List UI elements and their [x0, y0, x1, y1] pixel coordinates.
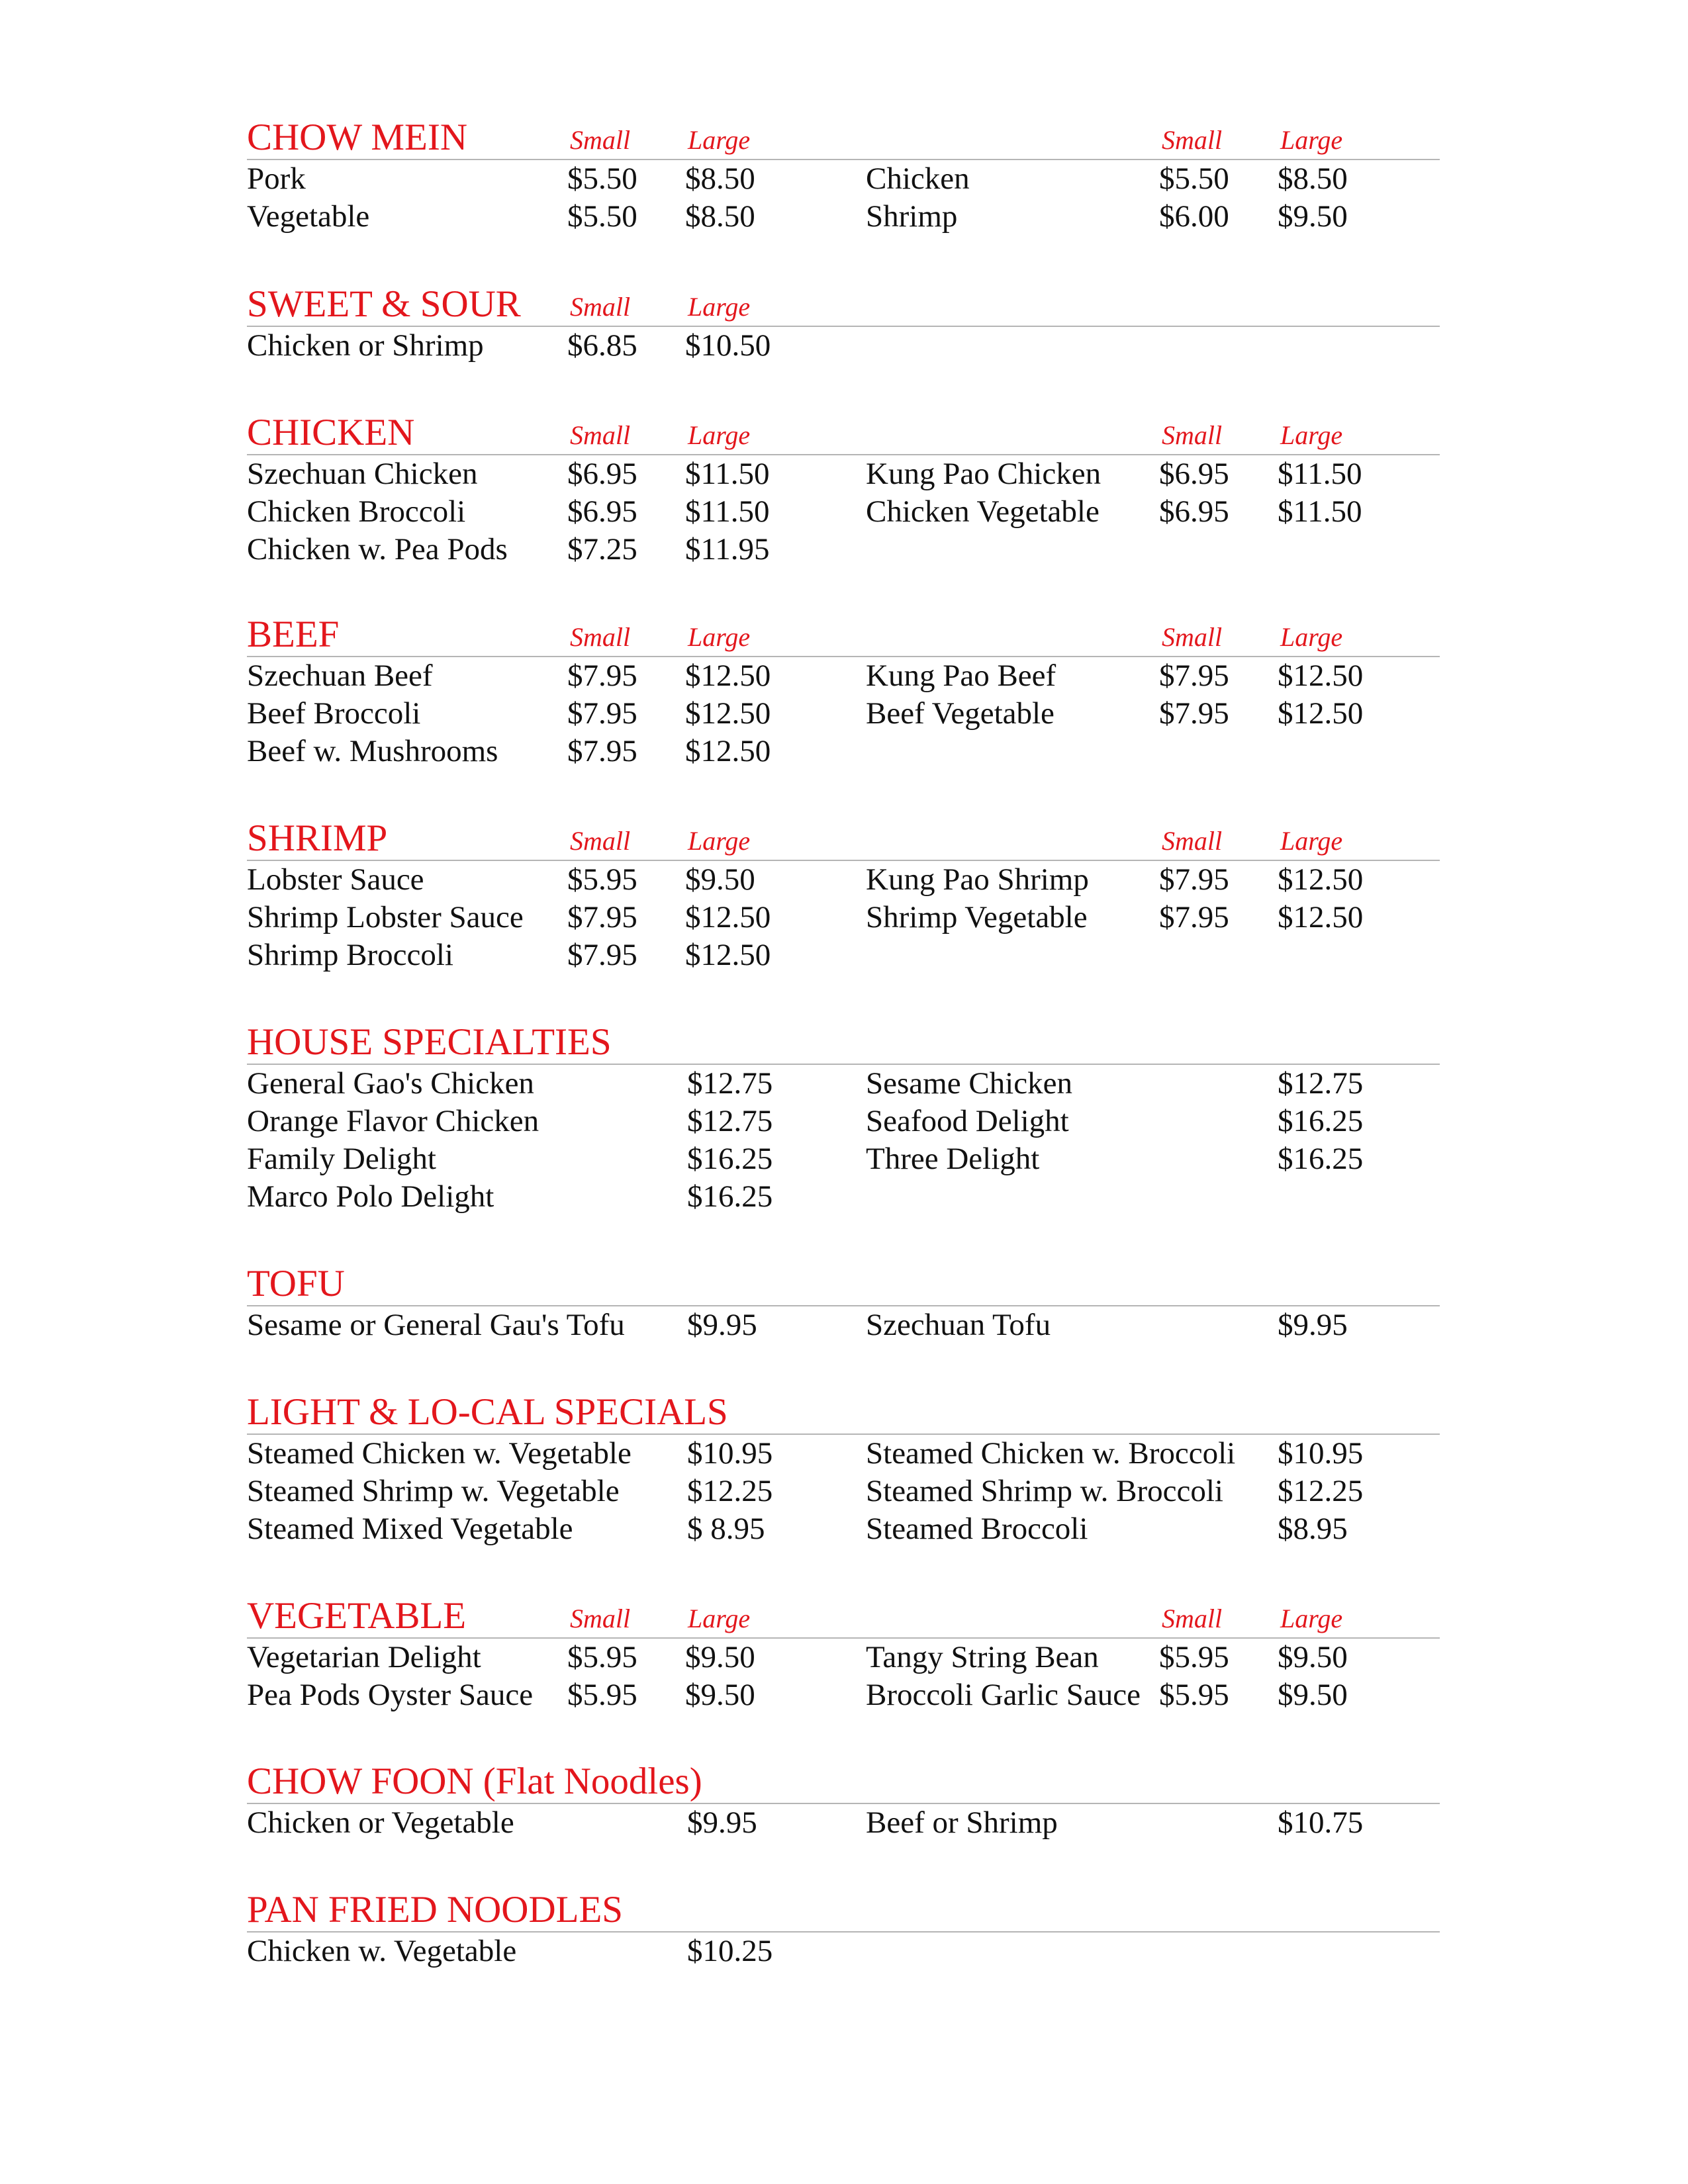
- large-size-label: Large: [1280, 125, 1343, 155]
- large-price: $12.50: [1278, 696, 1364, 731]
- item-rows: [247, 455, 1440, 569]
- section-chicken: [247, 406, 1440, 569]
- small-price: $7.95: [567, 938, 637, 972]
- small-size-label: Small: [570, 292, 631, 322]
- item-rows: [247, 1065, 1440, 1216]
- section-chow-foon-flat-noodles: [247, 1755, 1440, 1842]
- large-size-label: Large: [1280, 420, 1343, 450]
- item-name: Chicken or Shrimp: [247, 328, 484, 363]
- small-price: $6.95: [567, 457, 637, 491]
- large-size-label: Large: [688, 826, 751, 856]
- section-header: [247, 406, 1440, 455]
- item-price: $8.95: [1278, 1512, 1348, 1546]
- menu-row: [247, 1140, 1440, 1178]
- large-price: $12.50: [685, 696, 771, 731]
- small-price: $6.00: [1159, 199, 1229, 234]
- menu-row: [247, 1933, 1440, 1970]
- large-size-label: Large: [688, 1604, 751, 1633]
- small-size-label: Small: [570, 125, 631, 155]
- item-name: Orange Flavor Chicken: [247, 1104, 539, 1138]
- large-price: $12.50: [685, 938, 771, 972]
- item-name: Pea Pods Oyster Sauce: [247, 1678, 534, 1712]
- item-name: Lobster Sauce: [247, 862, 424, 897]
- item-name: Pork: [247, 161, 306, 196]
- small-size-label: Small: [1162, 420, 1223, 450]
- item-name: Beef or Shrimp: [866, 1805, 1058, 1840]
- item-name: Shrimp Vegetable: [866, 900, 1088, 934]
- section-header: [247, 1257, 1440, 1306]
- large-price: $9.50: [685, 1640, 755, 1674]
- item-name: Kung Pao Beef: [866, 659, 1056, 693]
- section-chow-mein: [247, 111, 1440, 236]
- large-size-label: Large: [688, 622, 751, 652]
- item-name: Kung Pao Shrimp: [866, 862, 1089, 897]
- large-price: $12.50: [685, 734, 771, 768]
- small-price: $7.95: [1159, 862, 1229, 897]
- small-size-label: Small: [570, 622, 631, 652]
- item-name: Steamed Chicken w. Broccoli: [866, 1436, 1236, 1471]
- item-price: $ 8.95: [687, 1512, 765, 1546]
- large-size-label: Large: [688, 125, 751, 155]
- menu-row: [247, 1473, 1440, 1510]
- section-header: [247, 1016, 1440, 1065]
- item-name: Beef Broccoli: [247, 696, 421, 731]
- item-name: Kung Pao Chicken: [866, 457, 1102, 491]
- item-name: Broccoli Garlic Sauce: [866, 1678, 1141, 1712]
- item-name: Steamed Chicken w. Vegetable: [247, 1436, 632, 1471]
- item-name: General Gao's Chicken: [247, 1066, 534, 1101]
- item-price: $12.75: [687, 1104, 773, 1138]
- menu-row: [247, 733, 1440, 770]
- item-name: Family Delight: [247, 1142, 436, 1176]
- item-name: Szechuan Tofu: [866, 1308, 1051, 1342]
- item-price: $9.95: [1278, 1308, 1348, 1342]
- menu-row: [247, 899, 1440, 936]
- small-size-label: Small: [570, 1604, 631, 1633]
- item-price: $12.75: [687, 1066, 773, 1101]
- item-price: $10.95: [1278, 1436, 1364, 1471]
- item-name: Chicken: [866, 161, 970, 196]
- section-header: [247, 1884, 1440, 1933]
- item-rows: [247, 160, 1440, 236]
- small-price: $6.95: [1159, 457, 1229, 491]
- section-title: SHRIMP: [247, 817, 388, 859]
- item-name: Shrimp Broccoli: [247, 938, 453, 972]
- section-title: HOUSE SPECIALTIES: [247, 1021, 612, 1063]
- item-price: $16.25: [687, 1142, 773, 1176]
- small-price: $5.50: [1159, 161, 1229, 196]
- large-price: $12.50: [1278, 862, 1364, 897]
- small-price: $7.95: [567, 696, 637, 731]
- small-price: $7.95: [1159, 900, 1229, 934]
- item-price: $10.95: [687, 1436, 773, 1471]
- large-price: $9.50: [1278, 1678, 1348, 1712]
- section-vegetable: [247, 1590, 1440, 1714]
- item-name: Three Delight: [866, 1142, 1040, 1176]
- large-price: $9.50: [685, 862, 755, 897]
- menu-row: [247, 657, 1440, 695]
- section-header: [247, 111, 1440, 160]
- small-size-label: Small: [1162, 622, 1223, 652]
- item-price: $12.75: [1278, 1066, 1364, 1101]
- small-price: $7.25: [567, 532, 637, 567]
- item-name: Shrimp: [866, 199, 958, 234]
- item-name: Chicken Broccoli: [247, 494, 466, 529]
- item-rows: [247, 861, 1440, 974]
- item-name: Steamed Shrimp w. Broccoli: [866, 1474, 1223, 1508]
- section-title: LIGHT & LO-CAL SPECIALS: [247, 1391, 728, 1433]
- large-price: $12.50: [685, 900, 771, 934]
- menu-row: [247, 1510, 1440, 1548]
- small-size-label: Small: [1162, 826, 1223, 856]
- item-name: Steamed Mixed Vegetable: [247, 1512, 573, 1546]
- menu-row: [247, 1306, 1440, 1344]
- large-price: $12.50: [685, 659, 771, 693]
- section-title: CHICKEN: [247, 412, 415, 453]
- item-name: Sesame Chicken: [866, 1066, 1072, 1101]
- item-price: $16.25: [687, 1179, 773, 1214]
- menu-row: [247, 861, 1440, 899]
- item-rows: [247, 1933, 1440, 1970]
- section-header: [247, 1755, 1440, 1804]
- item-name: Seafood Delight: [866, 1104, 1069, 1138]
- large-size-label: Large: [1280, 622, 1343, 652]
- small-price: $7.95: [567, 734, 637, 768]
- item-name: Chicken Vegetable: [866, 494, 1100, 529]
- small-price: $7.95: [1159, 696, 1229, 731]
- large-price: $8.50: [685, 199, 755, 234]
- large-price: $11.95: [685, 532, 770, 567]
- small-price: $5.95: [1159, 1678, 1229, 1712]
- small-price: $6.95: [567, 494, 637, 529]
- section-header: [247, 278, 1440, 327]
- section-title: CHOW MEIN: [247, 116, 468, 158]
- section-title: TOFU: [247, 1263, 345, 1304]
- large-price: $9.50: [685, 1678, 755, 1712]
- item-price: $9.95: [687, 1805, 757, 1840]
- small-size-label: Small: [570, 420, 631, 450]
- small-price: $7.95: [567, 659, 637, 693]
- item-name: Steamed Shrimp w. Vegetable: [247, 1474, 620, 1508]
- large-price: $12.50: [1278, 900, 1364, 934]
- small-price: $5.95: [567, 862, 637, 897]
- menu: [247, 111, 1440, 1970]
- large-price: $11.50: [1278, 494, 1362, 529]
- section-title: VEGETABLE: [247, 1595, 467, 1637]
- section-shrimp: [247, 812, 1440, 974]
- large-price: $10.50: [685, 328, 771, 363]
- menu-row: [247, 531, 1440, 569]
- menu-row: [247, 1804, 1440, 1842]
- menu-row: [247, 455, 1440, 493]
- section-title: PAN FRIED NOODLES: [247, 1889, 623, 1931]
- item-rows: [247, 1804, 1440, 1842]
- menu-row: [247, 1065, 1440, 1103]
- item-name: Szechuan Beef: [247, 659, 433, 693]
- section-title: BEEF: [247, 614, 340, 655]
- item-price: $9.95: [687, 1308, 757, 1342]
- small-size-label: Small: [1162, 1604, 1223, 1633]
- large-size-label: Large: [1280, 1604, 1343, 1633]
- menu-row: [247, 1103, 1440, 1140]
- large-price: $12.50: [1278, 659, 1364, 693]
- section-light-lo-cal-specials: [247, 1386, 1440, 1548]
- section-header: [247, 1386, 1440, 1435]
- item-name: Tangy String Bean: [866, 1640, 1099, 1674]
- section-tofu: [247, 1257, 1440, 1344]
- small-size-label: Small: [570, 826, 631, 856]
- item-name: Chicken w. Pea Pods: [247, 532, 508, 567]
- item-price: $16.25: [1278, 1142, 1364, 1176]
- small-price: $6.95: [1159, 494, 1229, 529]
- section-house-specialties: [247, 1016, 1440, 1216]
- item-price: $12.25: [1278, 1474, 1364, 1508]
- item-name: Shrimp Lobster Sauce: [247, 900, 524, 934]
- item-price: $10.25: [687, 1934, 773, 1968]
- large-size-label: Large: [688, 420, 751, 450]
- item-rows: [247, 1639, 1440, 1714]
- menu-row: [247, 1435, 1440, 1473]
- section-header: [247, 608, 1440, 657]
- section-header: [247, 812, 1440, 861]
- large-price: $8.50: [685, 161, 755, 196]
- large-price: $9.50: [1278, 1640, 1348, 1674]
- small-price: $5.50: [567, 199, 637, 234]
- menu-row: [247, 327, 1440, 365]
- menu-row: [247, 1639, 1440, 1676]
- small-price: $5.95: [1159, 1640, 1229, 1674]
- item-name: Szechuan Chicken: [247, 457, 478, 491]
- item-name: Beef Vegetable: [866, 696, 1055, 731]
- large-size-label: Large: [688, 292, 751, 322]
- section-title: SWEET & SOUR: [247, 283, 521, 325]
- small-price: $5.95: [567, 1678, 637, 1712]
- item-price: $12.25: [687, 1474, 773, 1508]
- small-price: $5.95: [567, 1640, 637, 1674]
- large-price: $11.50: [685, 457, 770, 491]
- large-price: $8.50: [1278, 161, 1348, 196]
- menu-row: [247, 695, 1440, 733]
- small-price: $7.95: [567, 900, 637, 934]
- large-price: $11.50: [1278, 457, 1362, 491]
- small-price: $7.95: [1159, 659, 1229, 693]
- menu-row: [247, 493, 1440, 531]
- item-name: Beef w. Mushrooms: [247, 734, 498, 768]
- large-price: $11.50: [685, 494, 770, 529]
- item-rows: [247, 657, 1440, 770]
- item-name: Sesame or General Gau's Tofu: [247, 1308, 625, 1342]
- menu-row: [247, 1676, 1440, 1714]
- item-name: Chicken or Vegetable: [247, 1805, 514, 1840]
- item-name: Steamed Broccoli: [866, 1512, 1088, 1546]
- item-price: $10.75: [1278, 1805, 1364, 1840]
- item-rows: [247, 327, 1440, 365]
- menu-row: [247, 936, 1440, 974]
- item-rows: [247, 1435, 1440, 1548]
- section-title: CHOW FOON (Flat Noodles): [247, 1760, 702, 1802]
- menu-row: [247, 160, 1440, 198]
- item-name: Vegetarian Delight: [247, 1640, 481, 1674]
- item-name: Vegetable: [247, 199, 370, 234]
- menu-row: [247, 1178, 1440, 1216]
- section-sweet-sour: [247, 278, 1440, 365]
- section-pan-fried-noodles: [247, 1884, 1440, 1970]
- menu-row: [247, 198, 1440, 236]
- section-beef: [247, 608, 1440, 770]
- small-price: $5.50: [567, 161, 637, 196]
- section-header: [247, 1590, 1440, 1639]
- large-size-label: Large: [1280, 826, 1343, 856]
- item-price: $16.25: [1278, 1104, 1364, 1138]
- large-price: $9.50: [1278, 199, 1348, 234]
- small-price: $6.85: [567, 328, 637, 363]
- item-rows: [247, 1306, 1440, 1344]
- small-size-label: Small: [1162, 125, 1223, 155]
- item-name: Marco Polo Delight: [247, 1179, 494, 1214]
- item-name: Chicken w. Vegetable: [247, 1934, 517, 1968]
